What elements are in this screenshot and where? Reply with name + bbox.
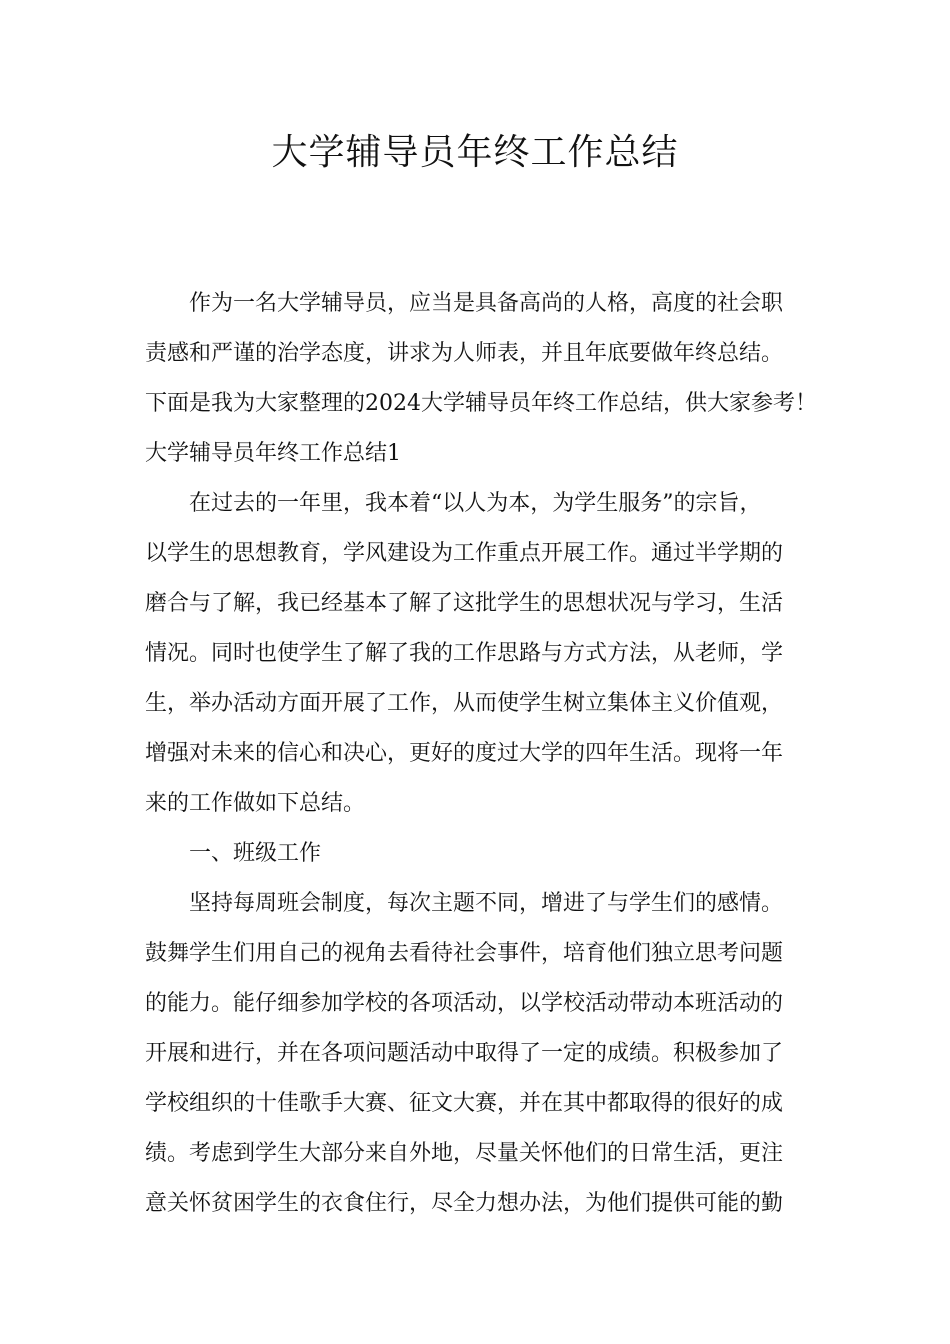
text-line: 生，举办活动方面开展了工作，从而使学生树立集体主义价值观， xyxy=(145,691,784,716)
text-line: 情况。同时也使学生了解了我的工作思路与方式方法，从老师，学 xyxy=(145,641,784,666)
text-line: 一、班级工作 xyxy=(189,841,322,866)
text-line: 在过去的一年里，我本着“以人为本，为学生服务”的宗旨， xyxy=(189,491,762,516)
text-line: 鼓舞学生们用自己的视角去看待社会事件，培育他们独立思考问题 xyxy=(145,941,784,966)
text-line: 的能力。能仔细参加学校的各项活动，以学校活动带动本班活动的 xyxy=(145,991,784,1016)
text-line: 磨合与了解，我已经基本了解了这批学生的思想状况与学习，生活 xyxy=(145,591,784,616)
text-line: 意关怀贫困学生的衣食住行，尽全力想办法，为他们提供可能的勤 xyxy=(145,1191,784,1216)
text-line: 下面是我为大家整理的2024大学辅导员年终工作总结，供大家参考！ xyxy=(145,391,817,416)
text-line: 增强对未来的信心和决心，更好的度过大学的四年生活。现将一年 xyxy=(145,741,784,766)
document-body xyxy=(145,279,825,1229)
text-line: 来的工作做如下总结。 xyxy=(145,791,366,816)
text-line: 开展和进行，并在各项问题活动中取得了一定的成绩。积极参加了 xyxy=(145,1041,784,1066)
text-line: 作为一名大学辅导员，应当是具备高尚的人格，高度的社会职 xyxy=(189,291,784,316)
text-line: 大学辅导员年终工作总结1 xyxy=(145,441,401,466)
text-line: 学校组织的十佳歌手大赛、征文大赛，并在其中都取得的很好的成 xyxy=(145,1091,784,1116)
text-line: 坚持每周班会制度，每次主题不同，增进了与学生们的感情。 xyxy=(189,891,784,916)
text-line: 责感和严谨的治学态度，讲求为人师表，并且年底要做年终总结。 xyxy=(145,341,784,366)
document-title: 大学辅导员年终工作总结 xyxy=(271,132,679,173)
text-line: 绩。考虑到学生大部分来自外地，尽量关怀他们的日常生活，更注 xyxy=(145,1141,784,1166)
text-line: 以学生的思想教育，学风建设为工作重点开展工作。通过半学期的 xyxy=(145,541,784,566)
